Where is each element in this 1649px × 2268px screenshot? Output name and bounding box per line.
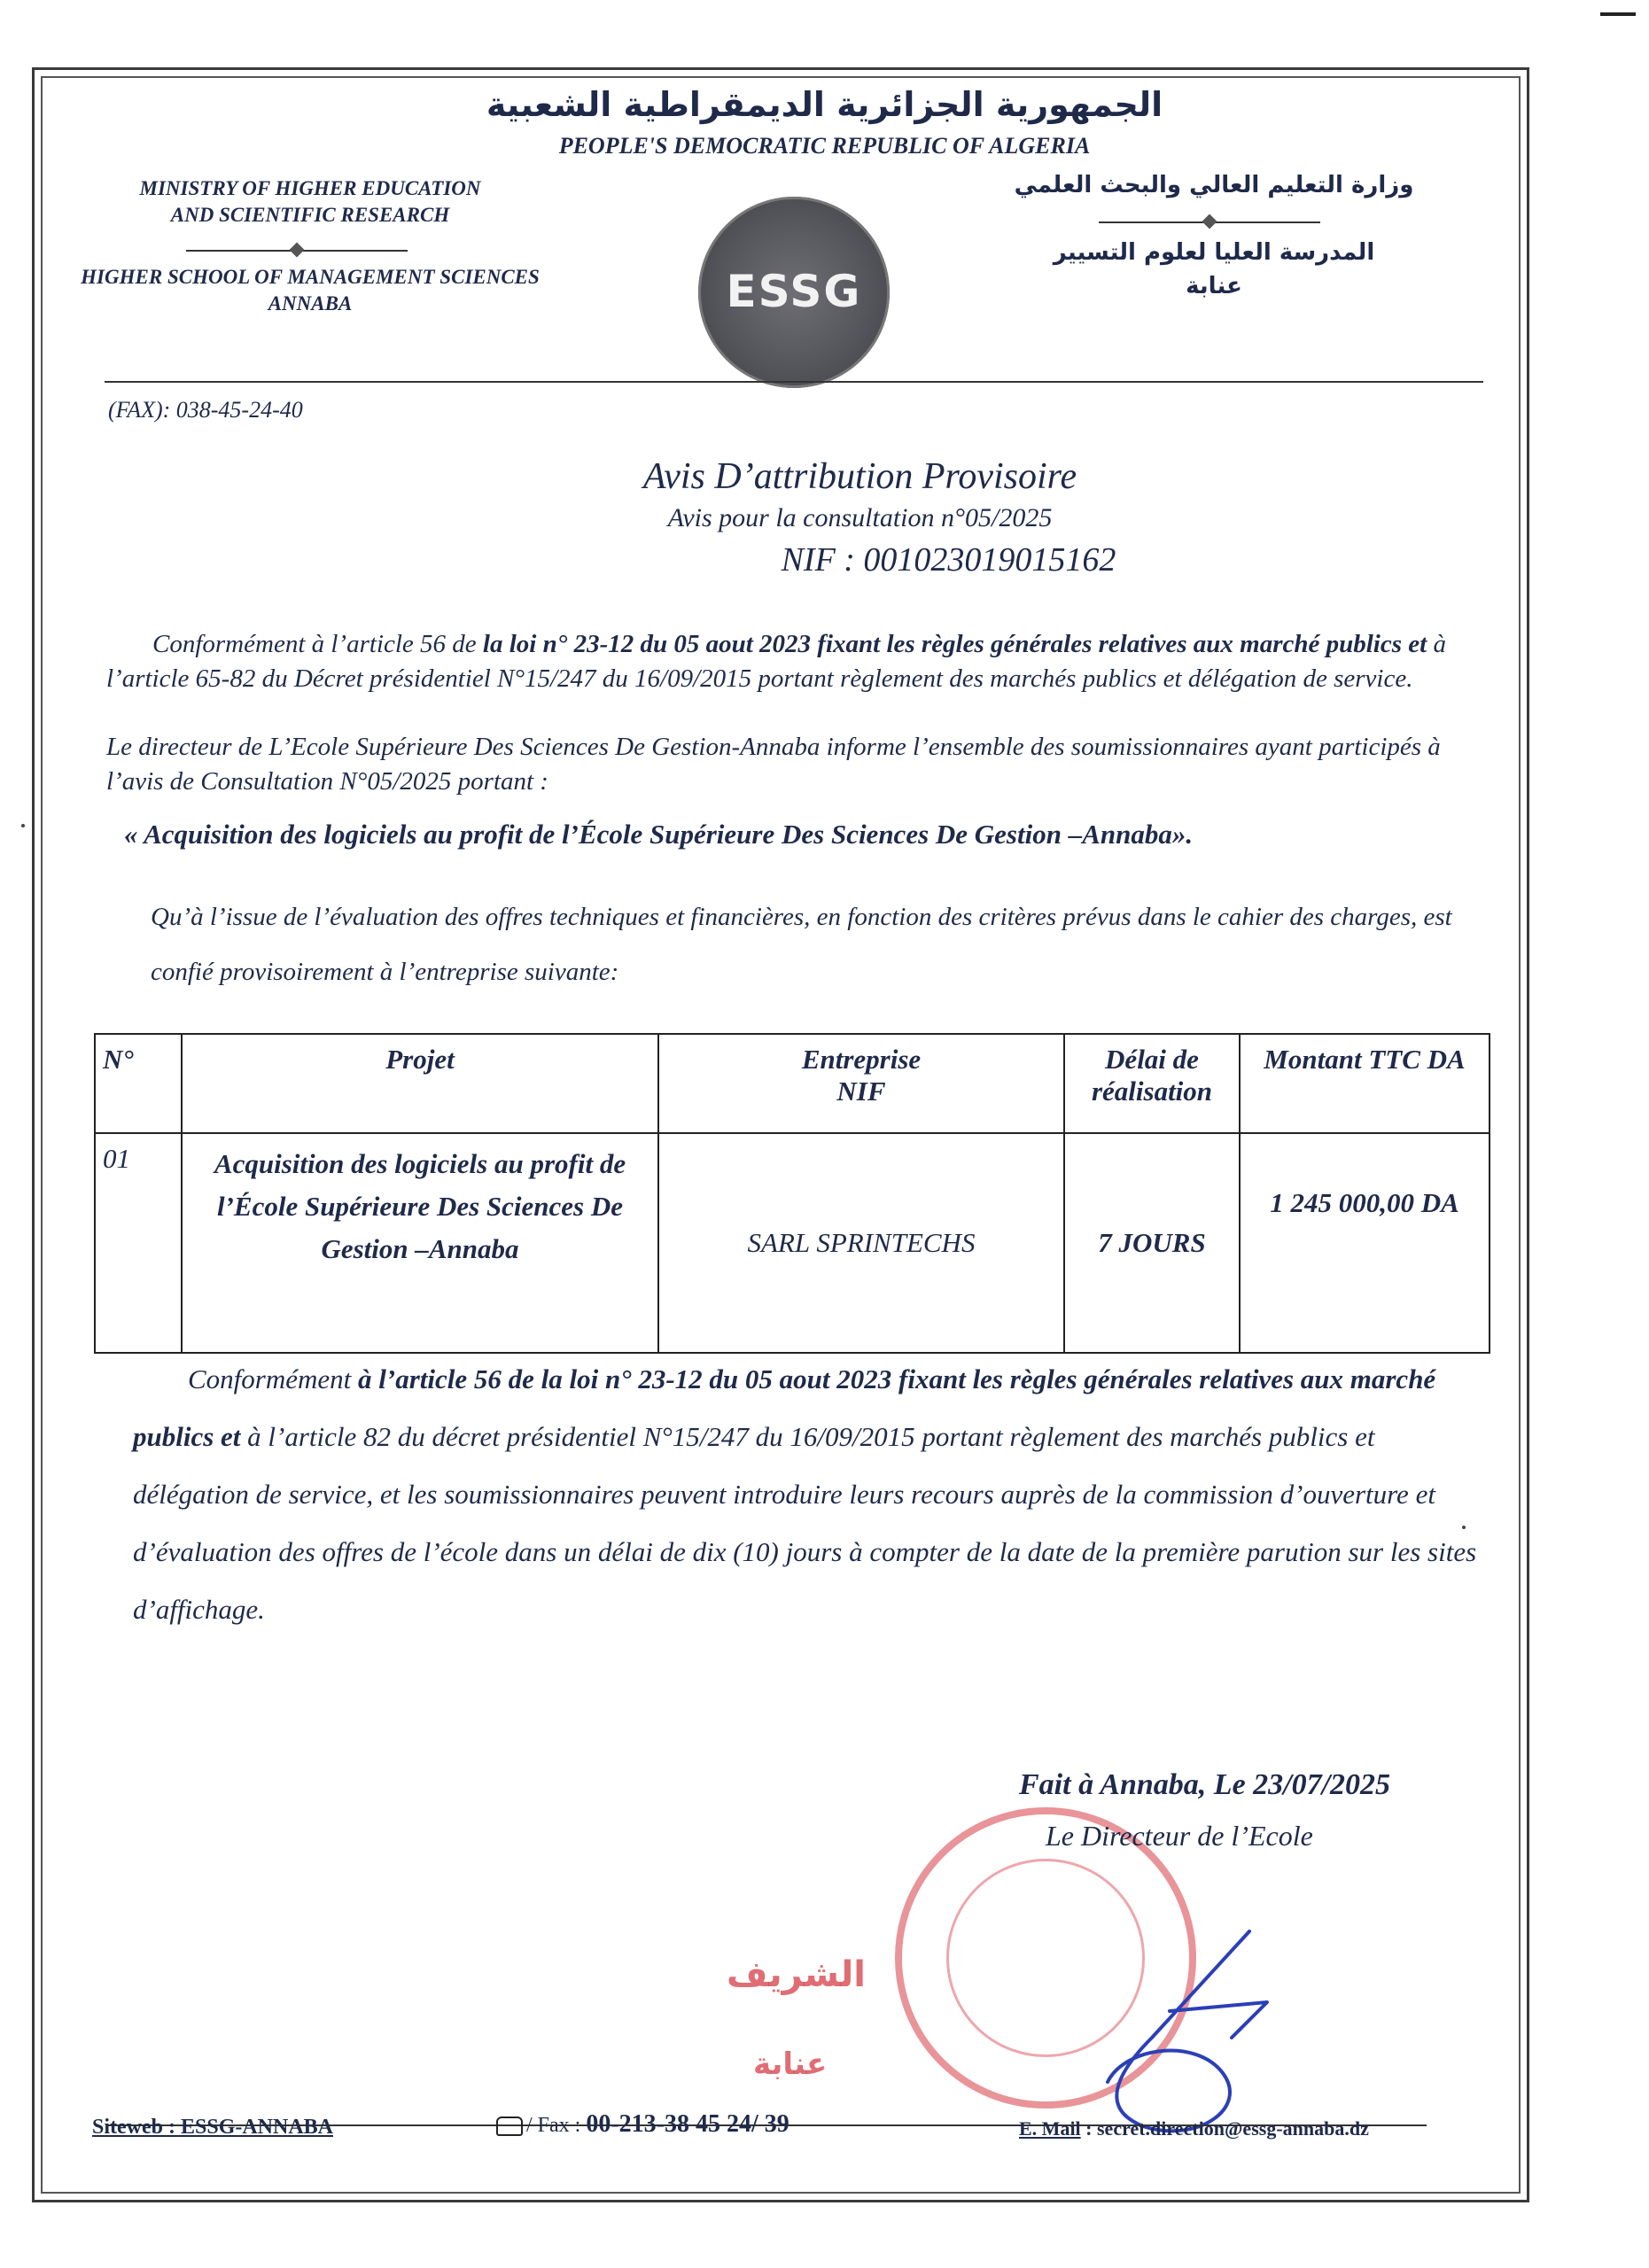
handwritten-signature [1046, 1905, 1311, 2144]
header-entreprise [658, 1034, 1064, 1133]
header-divider [105, 381, 1483, 383]
school-block [62, 264, 558, 317]
arabic-republic-title: الجمهورية الجزائرية الديمقراطية الشعبية [486, 85, 1163, 124]
cell-entreprise: SARL SPRINTECHS [658, 1133, 1064, 1353]
closing-paragraph [133, 1350, 1480, 1638]
intro-paragraph [106, 627, 1489, 696]
footer-fax-label: / Fax : [526, 2114, 581, 2137]
subject-line: « Acquisition des logiciels au profit de l’École Supérieure Des Sciences De Gestion –Annaba». [124, 819, 1194, 850]
logo-text: ESSG [726, 266, 862, 317]
school-logo [698, 197, 890, 388]
scan-mark [1600, 12, 1636, 16]
director-paragraph: Le directeur de L’Ecole Supérieure Des Sciences De Gestion-Annaba informe l’ensemble des soumissionnaires ayant participés à l’avis de Consultation N°05/2025 portant : [106, 733, 1441, 796]
header-no: N° [95, 1034, 182, 1133]
footer-fax [496, 2110, 789, 2139]
intro-law-reference: la loi n° 23-12 du 05 aout 2023 fixant les règles générales relatives aux marché publics et [482, 630, 1427, 658]
fax-number: (FAX): 038-45-24-40 [108, 397, 303, 423]
arabic-school: المدرسة العليا لعلوم التسيير [1053, 239, 1375, 266]
closing-law-reference: à l’article 56 de la loi n° 23-12 du 05 aout 2023 fixant les règles générales relatives aux marché publics et [133, 1363, 1436, 1452]
header-delai-line-2: réalisation [1091, 1076, 1213, 1107]
header-projet: Projet [182, 1034, 658, 1133]
footer-fax-value: 00-213-38 45 24/ 39 [586, 2110, 789, 2138]
place-and-date: Fait à Annaba, Le 23/07/2025 [1019, 1768, 1391, 1801]
stamp-text-2: عنابة [753, 2047, 828, 2082]
republic-title: PEOPLE'S DEMOCRATIC REPUBLIC OF ALGERIA [558, 133, 1091, 159]
director-title: Le Directeur de l’Ecole [1046, 1820, 1313, 1852]
header-nif-label: NIF [836, 1076, 886, 1107]
arabic-city: عنابة [1186, 273, 1242, 299]
closing-text-c: à l’article 82 du décret présidentiel N°15/247 du 16/09/2015 portant règlement des marchés publics et délégation de service, et les soumissionnaires peuvent introduire leurs recours auprès de la commission d’ouverture et d’évaluation des offres de l’école dans un délai de dix (10) jours à compter de la date de la première parution sur les sites d’affichage. [133, 1421, 1477, 1625]
scan-dot [21, 824, 25, 827]
header-entreprise-label: Entreprise [801, 1044, 922, 1075]
table-row [95, 1133, 1490, 1353]
footer-website: Siteweb : ESSG-ANNABA [92, 2116, 334, 2139]
arabic-ministry: وزارة التعليم العالي والبحث العلمي [1014, 172, 1414, 198]
intro-text-a: Conformément à l’article 56 de [152, 630, 483, 658]
closing-text-a: Conformément [188, 1363, 359, 1394]
ministry-line-2: AND SCIENTIFIC RESEARCH [170, 204, 450, 226]
school-line-1: HIGHER SCHOOL OF MANAGEMENT SCIENCES [81, 266, 540, 288]
header-delai [1064, 1034, 1240, 1133]
footer-email [1019, 2117, 1369, 2140]
footer-email-label: E. Mail [1019, 2117, 1081, 2140]
cell-projet: Acquisition des logiciels au profit de l’École Supérieure Des Sciences De Gestion –Annaba [182, 1133, 658, 1353]
telephone-icon [496, 2117, 523, 2136]
award-table [94, 1033, 1490, 1354]
notice-title: Avis D’attribution Provisoire [642, 456, 1077, 497]
ministry-line-1: MINISTRY OF HIGHER EDUCATION [139, 177, 481, 199]
header-montant: Montant TTC DA [1240, 1034, 1490, 1133]
ministry-block [62, 175, 558, 229]
intro-text-c: à l’article 65-82 du Décret présidentiel N°15/247 du 16/09/2015 portant règlement des marchés publics et délégation de service. [106, 630, 1446, 693]
cell-delai: 7 JOURS [1064, 1133, 1240, 1353]
stamp-text-1: الشريف [727, 1954, 866, 1995]
cell-no: 01 [95, 1133, 182, 1353]
cell-montant: 1 245 000,00 DA [1240, 1133, 1490, 1353]
evaluation-paragraph: Qu’à l’issue de l’évaluation des offres techniques et financières, en fonction des critères prévus dans le cahier des charges, est confié provisoirement à l’entreprise suivante: [151, 903, 1452, 986]
footer-email-value: : secret.direction@essg-annaba.dz [1085, 2117, 1369, 2140]
school-line-2: ANNABA [268, 292, 353, 315]
header-delai-line-1: Délai de [1105, 1044, 1199, 1075]
consultation-number: Avis pour la consultation n°05/2025 [667, 503, 1053, 532]
table-header-row [95, 1034, 1490, 1133]
nif-number: NIF : 001023019015162 [781, 541, 1116, 579]
